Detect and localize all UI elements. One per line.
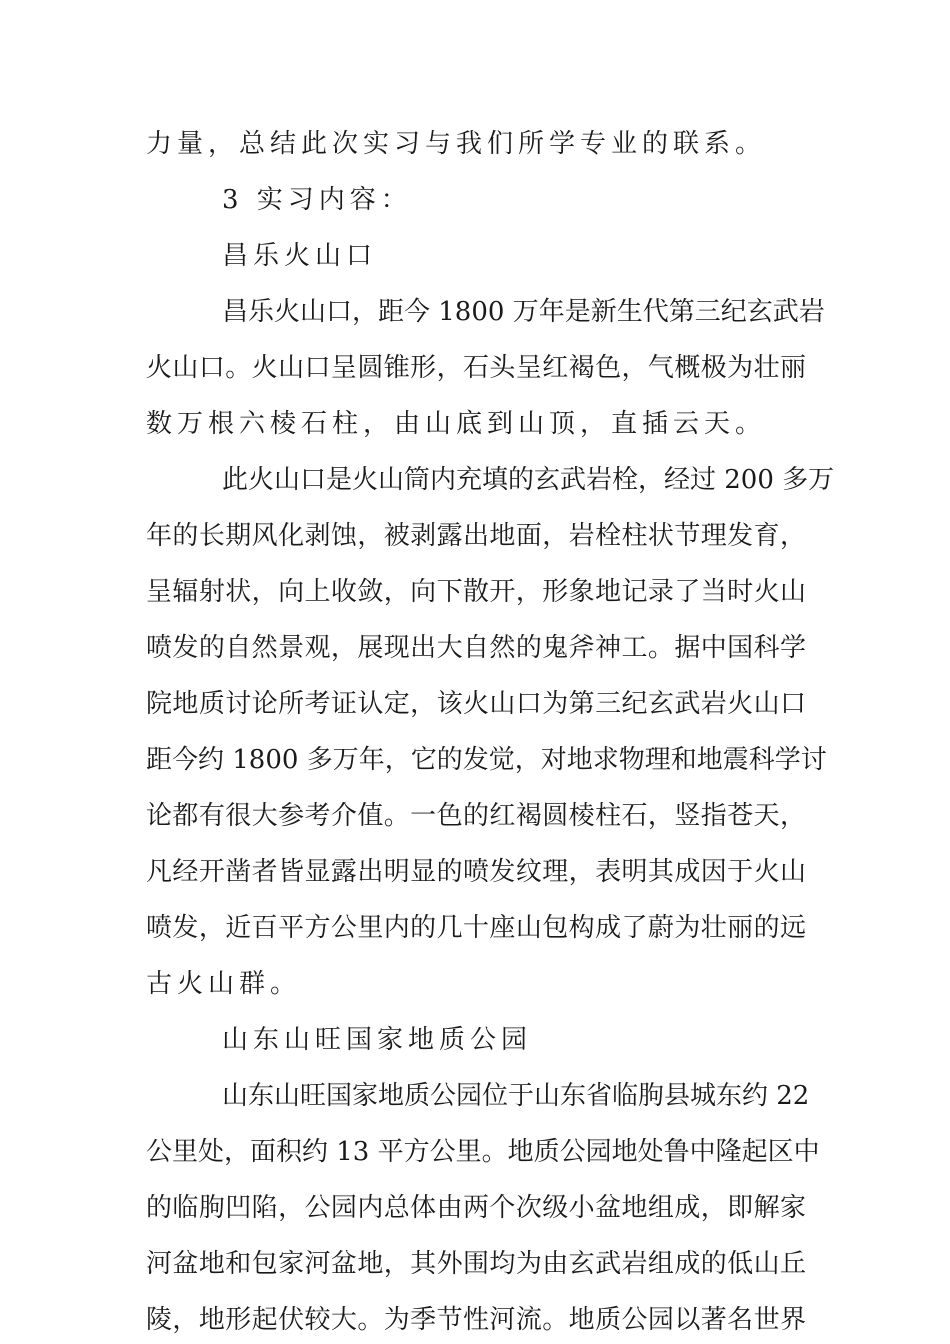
paragraph-line: 喷发，近百平方公里内的几十座山包构成了蔚为壮丽的远 xyxy=(146,913,806,943)
subsection-heading: 昌乐火山口 xyxy=(222,241,378,271)
paragraph-line: 论都有很大参考介值。一色的红褐圆棱柱石，竖指苍天， xyxy=(146,801,806,831)
paragraph-line: 距今约 1800 多万年，它的发觉，对地求物理和地震科学讨 xyxy=(146,745,827,775)
paragraph-line: 喷发的自然景观，展现出大自然的鬼斧神工。据中国科学 xyxy=(146,633,806,663)
paragraph-line: 的临朐凹陷，公园内总体由两个次级小盆地组成，即解家 xyxy=(146,1193,806,1223)
paragraph-line: 院地质讨论所考证认定，该火山口为第三纪玄武岩火山口 xyxy=(146,689,806,719)
paragraph-line: 凡经开凿者皆显露出明显的喷发纹理，表明其成因于火山 xyxy=(146,857,806,887)
paragraph-line: 古火山群。 xyxy=(146,969,302,999)
paragraph-line: 此火山口是火山筒内充填的玄武岩栓，经过 200 多万 xyxy=(222,465,835,495)
paragraph-line: 陵，地形起伏较大。为季节性河流。地质公园以著名世界 xyxy=(146,1305,806,1335)
paragraph-line: 河盆地和包家河盆地，其外围均为由玄武岩组成的低山丘 xyxy=(146,1249,806,1279)
subsection-heading: 山东山旺国家地质公园 xyxy=(222,1025,533,1055)
paragraph-line: 火山口。火山口呈圆锥形，石头呈红褐色，气概极为壮丽 xyxy=(146,353,806,383)
paragraph-line: 公里处，面积约 13 平方公里。地质公园地处鲁中隆起区中 xyxy=(146,1137,820,1167)
section-heading: 3 实习内容： xyxy=(222,185,412,215)
paragraph-line: 山东山旺国家地质公园位于山东省临朐县城东约 22 xyxy=(222,1081,810,1111)
paragraph-line: 昌乐火山口，距今 1800 万年是新生代第三纪玄武岩 xyxy=(222,297,825,327)
paragraph-line: 数万根六棱石柱，由山底到山顶，直插云天。 xyxy=(146,409,767,439)
paragraph-line: 年的长期风化剥蚀，被剥露出地面，岩栓柱状节理发育， xyxy=(146,521,806,551)
text-line: 力量，总结此次实习与我们所学专业的联系。 xyxy=(146,129,767,159)
paragraph-line: 呈辐射状，向上收敛，向下散开，形象地记录了当时火山 xyxy=(146,577,806,607)
